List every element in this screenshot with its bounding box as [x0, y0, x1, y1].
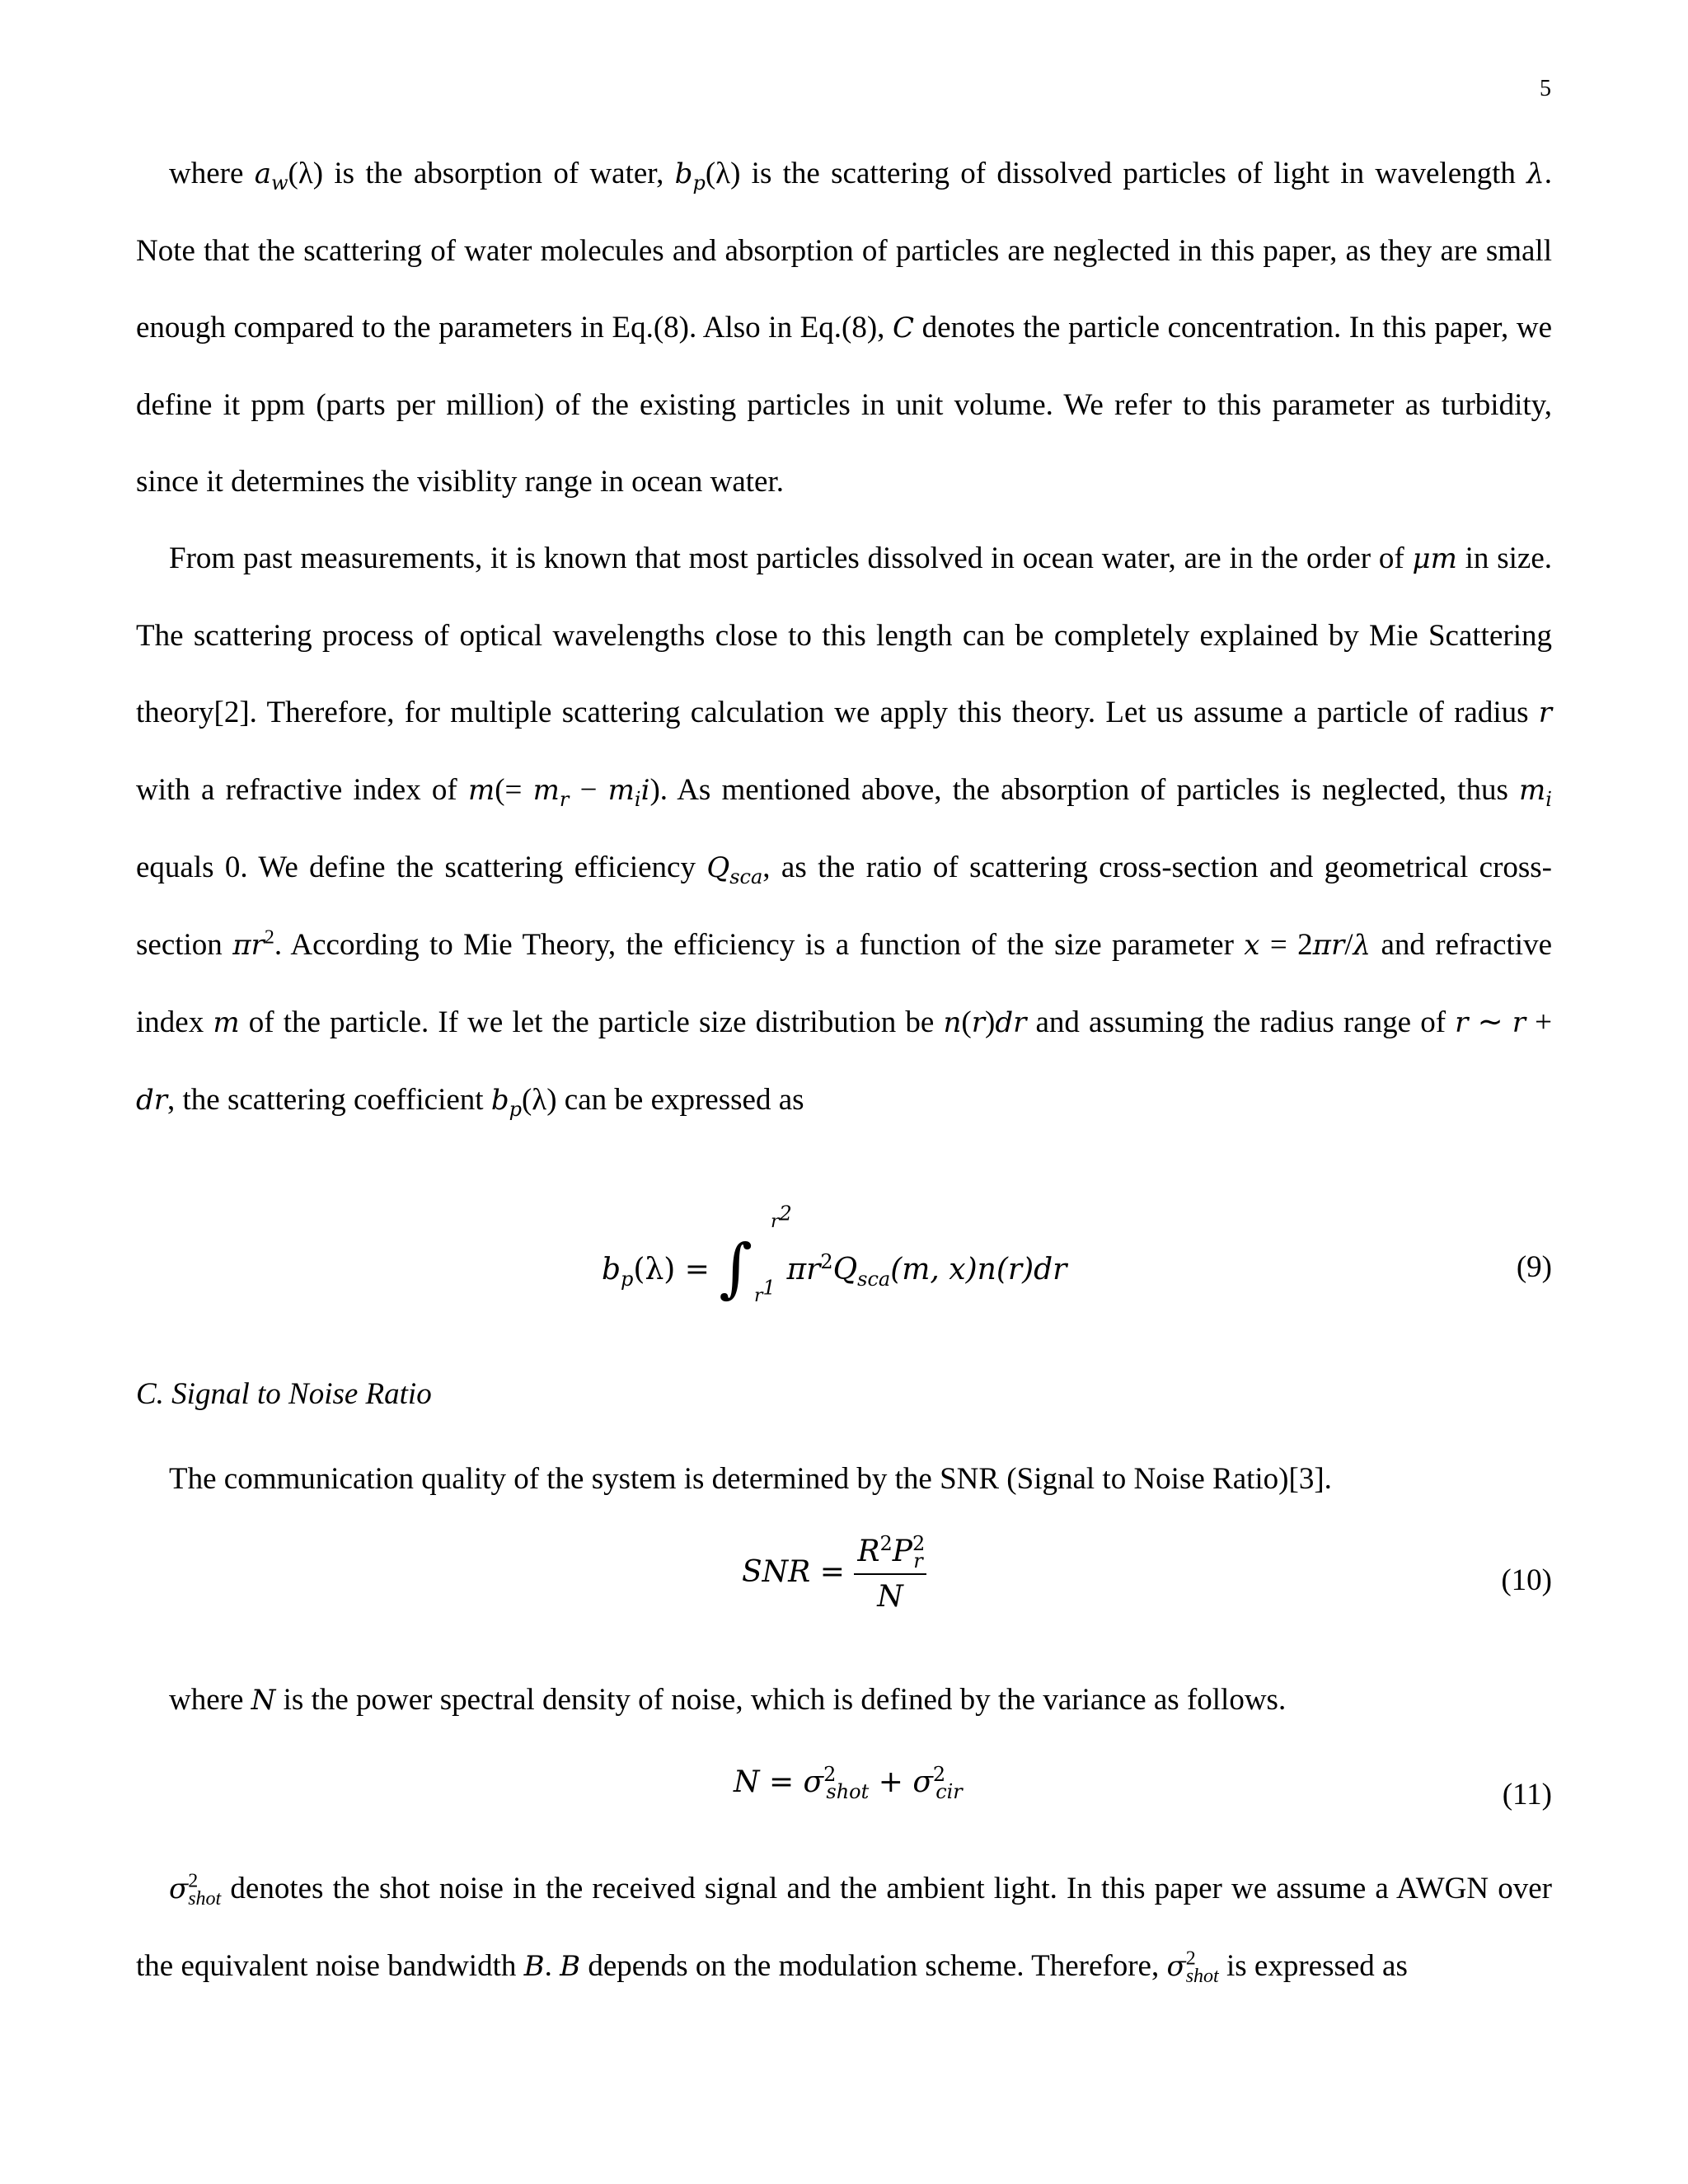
- page-number: 5: [1540, 76, 1551, 101]
- eq10-lhs: SNR =: [742, 1555, 845, 1589]
- body-text-block-1: [136, 135, 1552, 1139]
- equation-9-number: (9): [1516, 1250, 1552, 1284]
- paragraph-shot-noise: $\sigma^2_{shot}$ denotes the shot noise in the received signal and the ambient light. In this paper we assume a AWGN over the equivalent noise bandwidth B. B depends on the modulation scheme. Therefore, $\sigma^2_{shot}$ is expressed as: [136, 1870, 1552, 1988]
- eq9-term: πr: [786, 1253, 821, 1286]
- eq11-lhs: N = σ: [734, 1765, 824, 1799]
- body-text-block-2: [136, 1441, 1552, 1517]
- eq10-numerator: $R^2P^2_r$: [854, 1535, 926, 1575]
- eq9-upper-limit: $r^2$: [771, 1202, 792, 1232]
- body-text-block-4: [136, 1850, 1552, 2005]
- paragraph-noise-psd: where N is the power spectral density of noise, which is defined by the variance as follows.: [169, 1683, 1287, 1717]
- eq9-q: Q: [832, 1253, 858, 1286]
- eq11-s2-sub: cir: [935, 1780, 963, 1804]
- eq11-s1-sub: shot: [826, 1780, 870, 1804]
- eq10-denominator: N: [877, 1580, 903, 1614]
- equation-11-number: (11): [1502, 1778, 1552, 1811]
- paragraph-snr-intro: The communication quality of the system is determined by the SNR (Signal to Noise Ratio)[3].: [169, 1462, 1332, 1496]
- equation-10-number: (10): [1501, 1563, 1552, 1597]
- paragraph-mie-scattering: From past measurements, it is known that most particles dissolved in ocean water, are in the order of μm in size. The scattering process of optical wavelengths close to this length can be completely explained by Mie Scattering theory[2]. Therefore, for multiple scattering calculation we apply this theory. Let us assume a particle of radius r with a refractive index of $m(= m_r - m_ii)$. As mentioned above, the absorption of particles is neglected, thus $m_i$ equals 0. We define the scattering efficiency $Q_{sca}$, as the ratio of scattering cross-section and geometrical cross-section $\pi r^2$. According to Mie Theory, the efficiency is a function of the size parameter x = 2πr/λ and refractive index m of the particle. If we let the particle size distribution be n(r)dr and assuming the radius range of r ∼ r + dr, the scattering coefficient $b_p(\lambda)$ can be expressed as: [136, 541, 1553, 1121]
- eq10-fraction: [854, 1532, 926, 1614]
- eq9-tail: (m, x)n(r)dr: [890, 1253, 1067, 1286]
- eq9-lhs-arg: (λ) =: [633, 1253, 710, 1286]
- eq9-q-sub: sca: [857, 1268, 891, 1291]
- equation-9: [136, 1202, 1552, 1306]
- eq11-plus: + σ: [869, 1765, 933, 1799]
- body-text-block-3: [136, 1661, 1552, 1739]
- eq11-s1-sup: 2: [823, 1763, 837, 1786]
- equation-9-body: [602, 1202, 1067, 1309]
- eq9-lower-limit: $r^1$: [754, 1276, 776, 1306]
- eq9-term-sup: 2: [820, 1250, 833, 1273]
- equation-11-body: [734, 1763, 963, 1804]
- integral-sign: ∫: [719, 1231, 753, 1305]
- eq9-lhs-sub: p: [621, 1268, 634, 1291]
- equation-10-body: [742, 1532, 926, 1614]
- equation-11: [136, 1754, 1552, 1836]
- equation-10: [136, 1533, 1552, 1615]
- section-heading: C. Signal to Noise Ratio: [136, 1377, 432, 1411]
- eq9-lhs: b: [602, 1253, 621, 1286]
- eq11-s2-sup: 2: [932, 1763, 946, 1786]
- paragraph-absorption: where $a_w(\lambda)$ is the absorption of water, $b_p(\lambda)$ is the scattering of dissolved particles of light in wavelength λ. Note that the scattering of water molecules and absorption of particles are neglected in this paper, as they are small enough compared to the parameters in Eq.(8). Also in Eq.(8), C denotes the particle concentration. In this paper, we define it ppm (parts per million) of the existing particles in unit volume. We refer to this parameter as turbidity, since it determines the visiblity range in ocean water.: [136, 157, 1553, 499]
